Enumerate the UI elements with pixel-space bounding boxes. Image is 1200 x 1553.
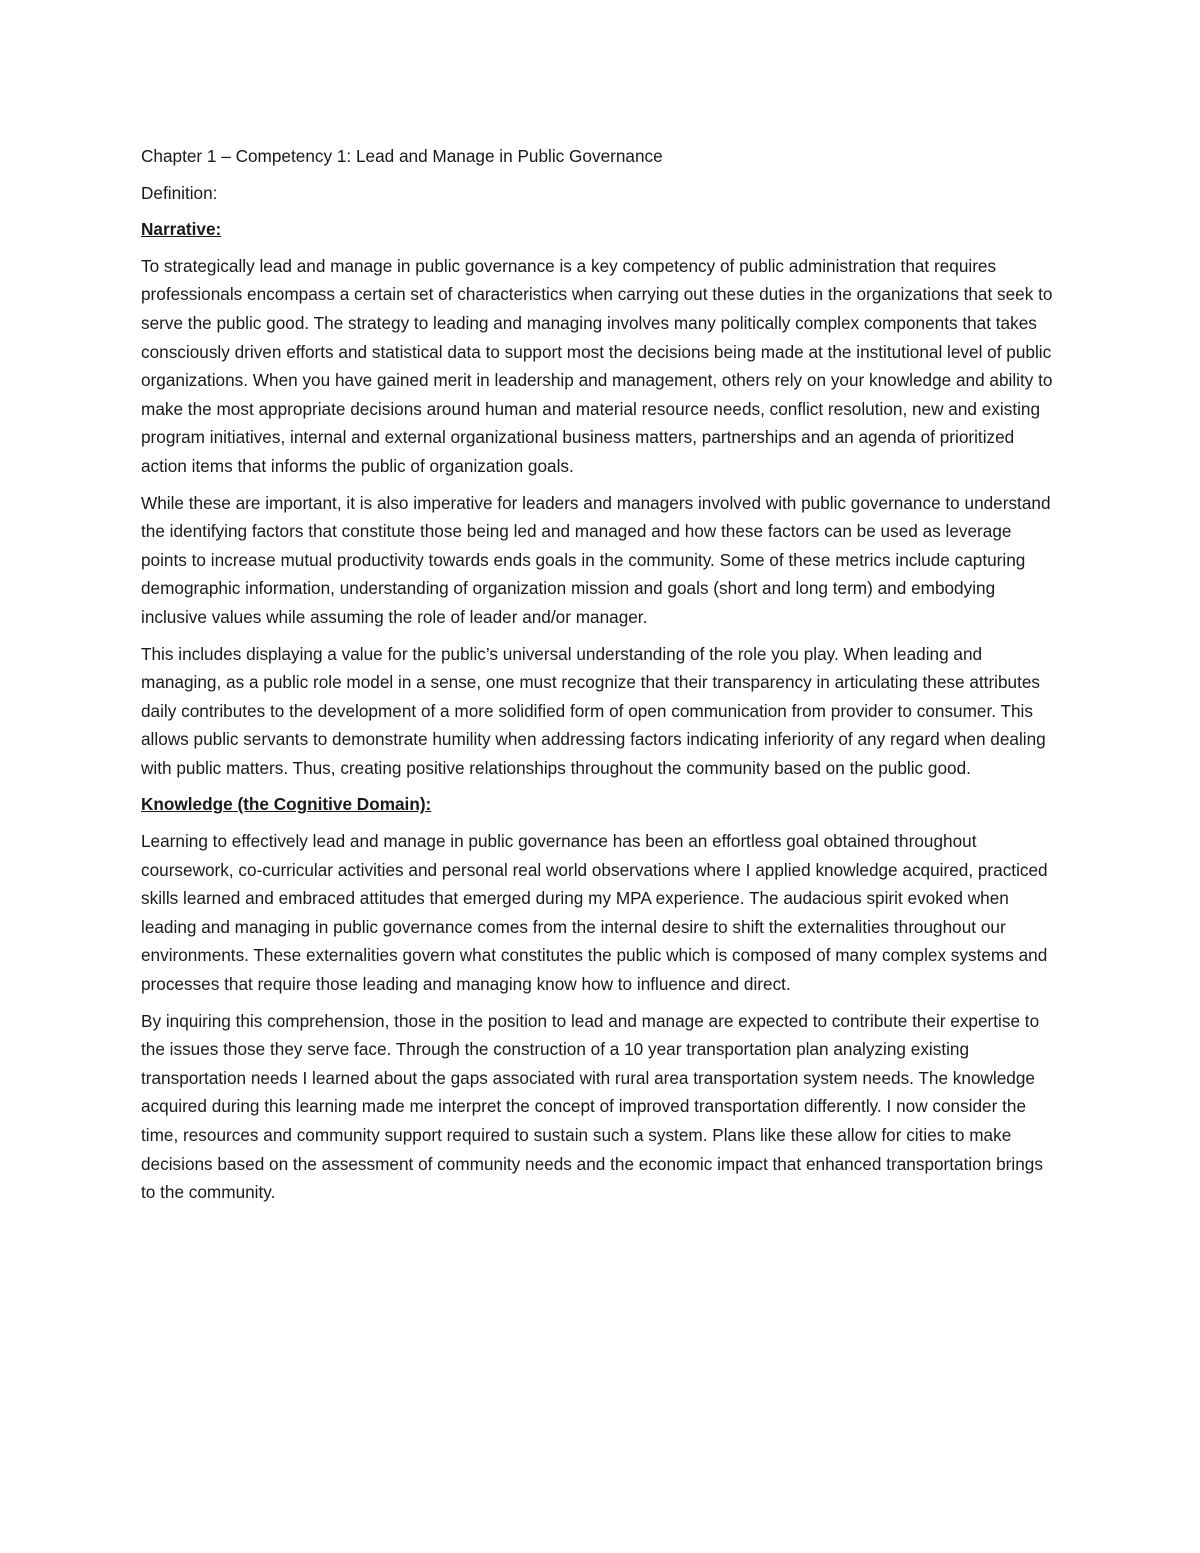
narrative-paragraph-3: This includes displaying a value for the public’s universal understanding of the role you play. When leading and managing, as a public role model in a sense, one must recognize that their transparency in articulating these attributes daily contributes to the development of a more solidified form of open communication from provider to consumer. This allows public servants to demonstrate humility when addressing factors indicating inferiority of any regard when dealing with public matters. Thus, creating positive relationships throughout the community based on the public good. [141, 643, 1046, 778]
document-body [141, 142, 1061, 1215]
narrative-heading: Narrative: [141, 219, 222, 240]
knowledge-paragraph-2: By inquiring this comprehension, those in the position to lead and manage are expected to contribute their expertise to the issues those they serve face. Through the construction of a 10 year transportation plan analyzing existing transportation needs I learned about the gaps associated with rural area transportation system needs. The knowledge acquired during this learning made me interpret the concept of improved transportation differently. I now consider the time, resources and community support required to sustain such a system. Plans like these allow for cities to make decisions based on the assessment of community needs and the economic impact that enhanced transportation brings to the community. [141, 1010, 1043, 1203]
chapter-title: Chapter 1 – Competency 1: Lead and Manage in Public Governance [141, 146, 663, 166]
knowledge-heading: Knowledge (the Cognitive Domain): [141, 794, 432, 815]
definition-label: Definition: [141, 182, 218, 203]
narrative-paragraph-2: While these are important, it is also imperative for leaders and managers involved with public governance to understand the identifying factors that constitute those being led and managed and how these factors can be used as leverage points to increase mutual productivity towards ends goals in the community. Some of these metrics include capturing demographic information, understanding of organization mission and goals (short and long term) and embodying inclusive values while assuming the role of leader and/or manager. [141, 492, 1051, 627]
narrative-paragraph-1: To strategically lead and manage in public governance is a key competency of public administration that requires professionals encompass a certain set of characteristics when carrying out these duties in the organizations that seek to serve the public good. The strategy to leading and managing involves many politically complex components that takes consciously driven efforts and statistical data to support most the decisions being made at the institutional level of public organizations. When you have gained merit in leadership and management, others rely on your knowledge and ability to make the most appropriate decisions around human and material resource needs, conflict resolution, new and existing program initiatives, internal and external organizational business matters, partnerships and an agenda of prioritized action items that informs the public of organization goals. [141, 255, 1053, 476]
knowledge-paragraph-1: Learning to effectively lead and manage in public governance has been an effortless goal obtained throughout coursework, co-curricular activities and personal real world observations where I applied knowledge acquired, practiced skills learned and embraced attitudes that emerged during my MPA experience. The audacious spirit evoked when leading and managing in public governance comes from the internal desire to shift the externalities throughout our environments. These externalities govern what constitutes the public which is composed of many complex systems and processes that require those leading and managing know how to influence and direct. [141, 831, 1048, 995]
